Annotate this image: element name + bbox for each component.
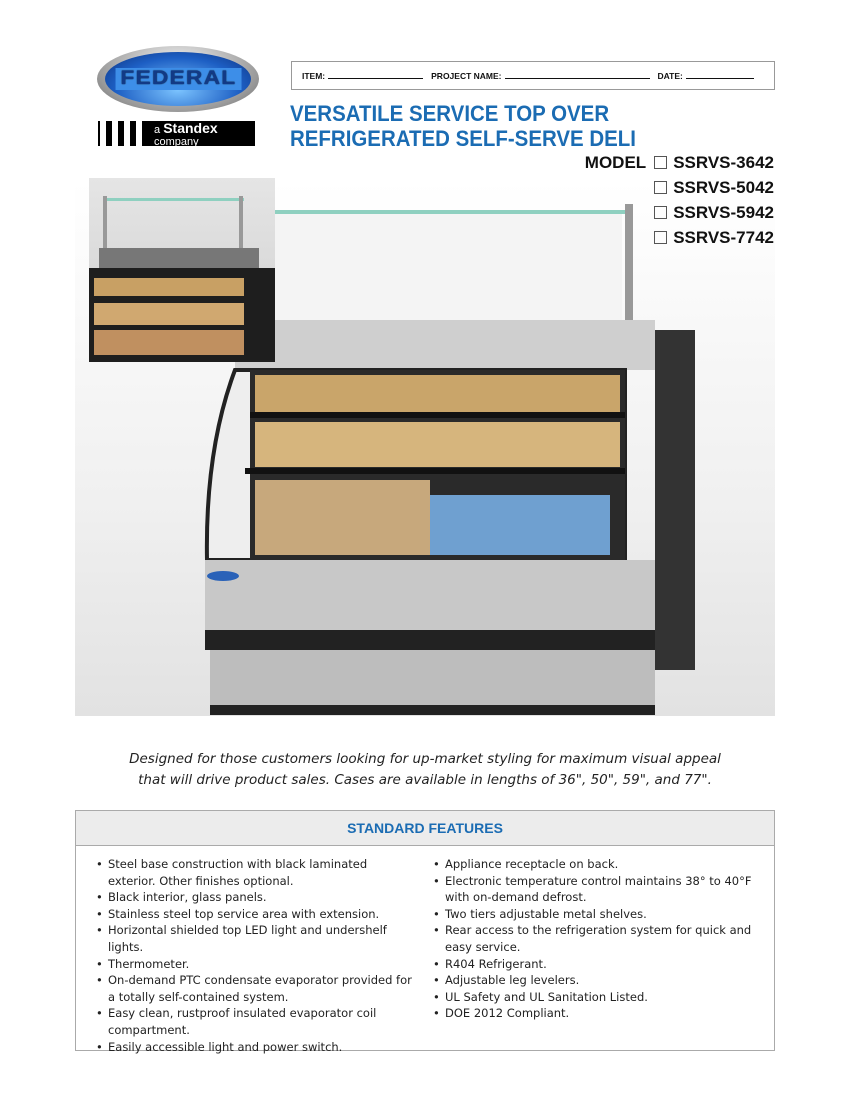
model-name: SSRVS-7742 bbox=[673, 228, 774, 247]
feature-item: • Steel base construction with black laminated exterior. Other finishes optional. bbox=[94, 856, 414, 889]
title-line2: REFRIGERATED SELF-SERVE DELI bbox=[290, 126, 636, 151]
parent-prefix: a bbox=[154, 123, 161, 136]
model-label: MODEL bbox=[584, 153, 647, 172]
feature-item: • Stainless steel top service area with extension. bbox=[94, 906, 414, 923]
federal-logo bbox=[97, 46, 259, 112]
model-name: SSRVS-3642 bbox=[673, 153, 774, 172]
model-option[interactable] bbox=[585, 200, 774, 225]
model-checkbox[interactable] bbox=[654, 181, 667, 194]
date-label: DATE: bbox=[657, 70, 683, 81]
feature-item: • On-demand PTC condensate evaporator provided for a totally self-contained system. bbox=[94, 972, 414, 1005]
item-form bbox=[291, 61, 775, 90]
feature-item: • DOE 2012 Compliant. bbox=[431, 1005, 761, 1022]
inset-photo bbox=[89, 178, 275, 362]
features-right-list bbox=[431, 856, 761, 1022]
model-option[interactable] bbox=[585, 225, 774, 250]
project-label: PROJECT NAME: bbox=[431, 70, 502, 81]
model-list bbox=[585, 150, 774, 250]
model-option[interactable] bbox=[585, 150, 774, 175]
feature-item: • Electronic temperature control maintains 38° to 40°F with on-demand defrost. bbox=[431, 873, 761, 906]
title-line1: VERSATILE SERVICE TOP OVER bbox=[290, 101, 610, 126]
feature-item: • Rear access to the refrigeration system for quick and easy service. bbox=[431, 922, 761, 955]
feature-item: • Thermometer. bbox=[94, 956, 414, 973]
caption-line1: Designed for those customers looking for up-market styling for maximum visual appeal bbox=[129, 751, 721, 767]
features-heading: STANDARD FEATURES bbox=[76, 811, 774, 846]
model-name: SSRVS-5042 bbox=[673, 178, 774, 197]
caption-line2: that will drive product sales. Cases are available in lengths of 36", 50", 59", and 77". bbox=[138, 772, 712, 788]
feature-item: • Easy clean, rustproof insulated evaporator coil compartment. bbox=[94, 1005, 414, 1038]
feature-item: • Easily accessible light and power switch. bbox=[94, 1039, 414, 1056]
feature-item: • Appliance receptacle on back. bbox=[431, 856, 761, 873]
item-field[interactable] bbox=[328, 78, 423, 79]
model-checkbox[interactable] bbox=[654, 231, 667, 244]
feature-item: • R404 Refrigerant. bbox=[431, 956, 761, 973]
item-label: ITEM: bbox=[302, 70, 326, 81]
model-checkbox[interactable] bbox=[654, 206, 667, 219]
project-field[interactable] bbox=[505, 78, 650, 79]
model-name: SSRVS-5942 bbox=[673, 203, 774, 222]
logo-text: FEDERAL bbox=[115, 68, 241, 90]
model-checkbox[interactable] bbox=[654, 156, 667, 169]
feature-item: • Two tiers adjustable metal shelves. bbox=[431, 906, 761, 923]
model-option[interactable] bbox=[585, 175, 774, 200]
standard-features bbox=[75, 810, 775, 1054]
page-title bbox=[290, 101, 636, 151]
features-left-list bbox=[94, 856, 414, 1055]
feature-item: • Horizontal shielded top LED light and undershelf lights. bbox=[94, 922, 414, 955]
feature-item: • Black interior, glass panels. bbox=[94, 889, 414, 906]
standex-badge bbox=[98, 121, 255, 146]
date-field[interactable] bbox=[686, 78, 754, 79]
feature-item: • Adjustable leg levelers. bbox=[431, 972, 761, 989]
caption bbox=[0, 749, 850, 791]
feature-item: • UL Safety and UL Sanitation Listed. bbox=[431, 989, 761, 1006]
parent-name: Standex bbox=[163, 119, 218, 136]
parent-suffix: company bbox=[154, 135, 199, 148]
